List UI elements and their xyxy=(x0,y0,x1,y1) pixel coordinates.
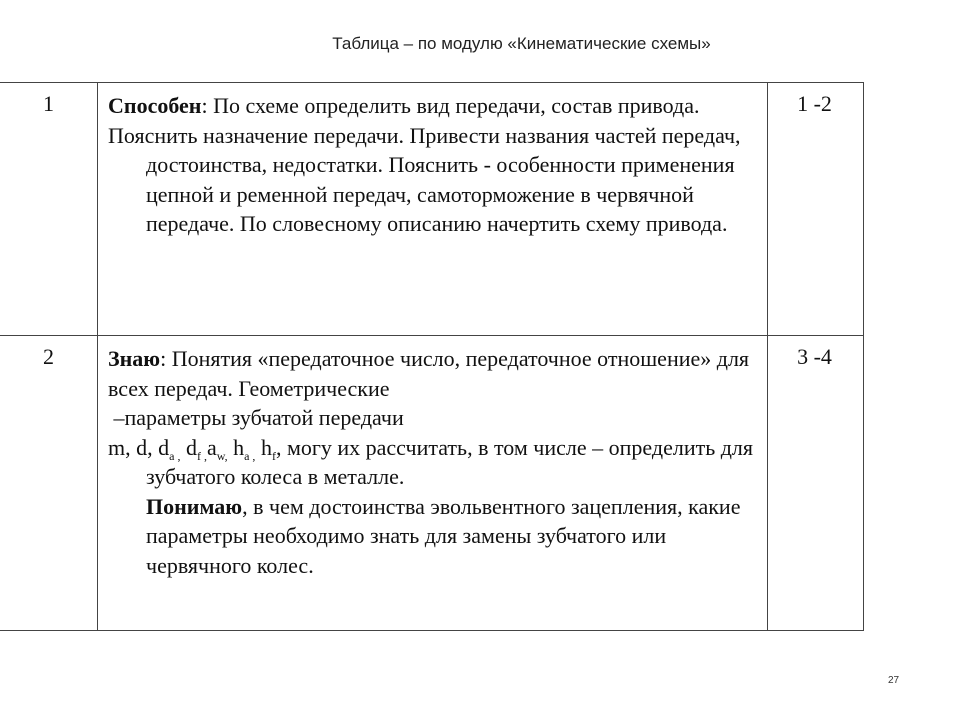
column-divider xyxy=(767,83,768,335)
description-paragraph: Пояснить назначение передачи. Привести названия частей передач, достоинства, недостатки. Пояснить - особенности применения цепной и ременной передач, самоторможение в червячной передаче. По словесному описанию начертить схему привода. xyxy=(108,122,741,236)
description-text: –параметры зубчатой передачи xyxy=(113,405,404,430)
row-number: 2 xyxy=(43,344,54,369)
table-row xyxy=(0,336,863,630)
column-divider xyxy=(97,336,98,630)
description-text: : По схеме определить вид передачи, состав привода. xyxy=(201,93,700,118)
page-number: 27 xyxy=(888,675,900,686)
subscript: w, xyxy=(216,448,228,463)
subscript: a , xyxy=(244,448,256,463)
subscript: f , xyxy=(196,448,207,463)
table-row xyxy=(0,83,863,336)
column-divider xyxy=(97,83,98,335)
subscript: a , xyxy=(169,448,181,463)
lead-word: Знаю xyxy=(108,346,161,371)
row-description xyxy=(108,91,758,239)
lead-word: Способен xyxy=(108,93,202,118)
formula-text: h xyxy=(255,434,272,460)
slide-title: Таблица – по модулю «Кинематические схемы» xyxy=(332,34,711,53)
formula-text: , могу их рассчитать, в том числе – определить для зубчатого колеса в металле. xyxy=(146,434,754,489)
row-number: 1 xyxy=(43,91,54,116)
description-paragraph xyxy=(108,492,758,581)
description-text: : Понятия «передаточное число, передаточное отношение» для всех передач. Геометрические xyxy=(108,346,750,401)
formula-paragraph xyxy=(108,433,758,492)
row-grade: 3 -4 xyxy=(797,344,832,369)
column-divider xyxy=(767,336,768,630)
row-grade: 1 -2 xyxy=(797,91,832,116)
formula-text: d xyxy=(180,434,197,460)
description-paragraph xyxy=(108,344,758,403)
description-text: , в чем достоинства эвольвентного зацепления, какие параметры необходимо знать для замены зубчатого или червячного колес. xyxy=(146,493,741,578)
competency-table xyxy=(0,82,864,631)
formula-text: a xyxy=(206,434,217,460)
lead-word: Понимаю xyxy=(146,493,243,519)
formula-text: h xyxy=(227,434,245,460)
description-paragraph xyxy=(108,403,758,433)
subscript: f xyxy=(271,448,276,463)
row-description xyxy=(108,344,758,580)
formula-text: m, d, d xyxy=(108,434,170,460)
description-paragraph xyxy=(108,91,758,121)
